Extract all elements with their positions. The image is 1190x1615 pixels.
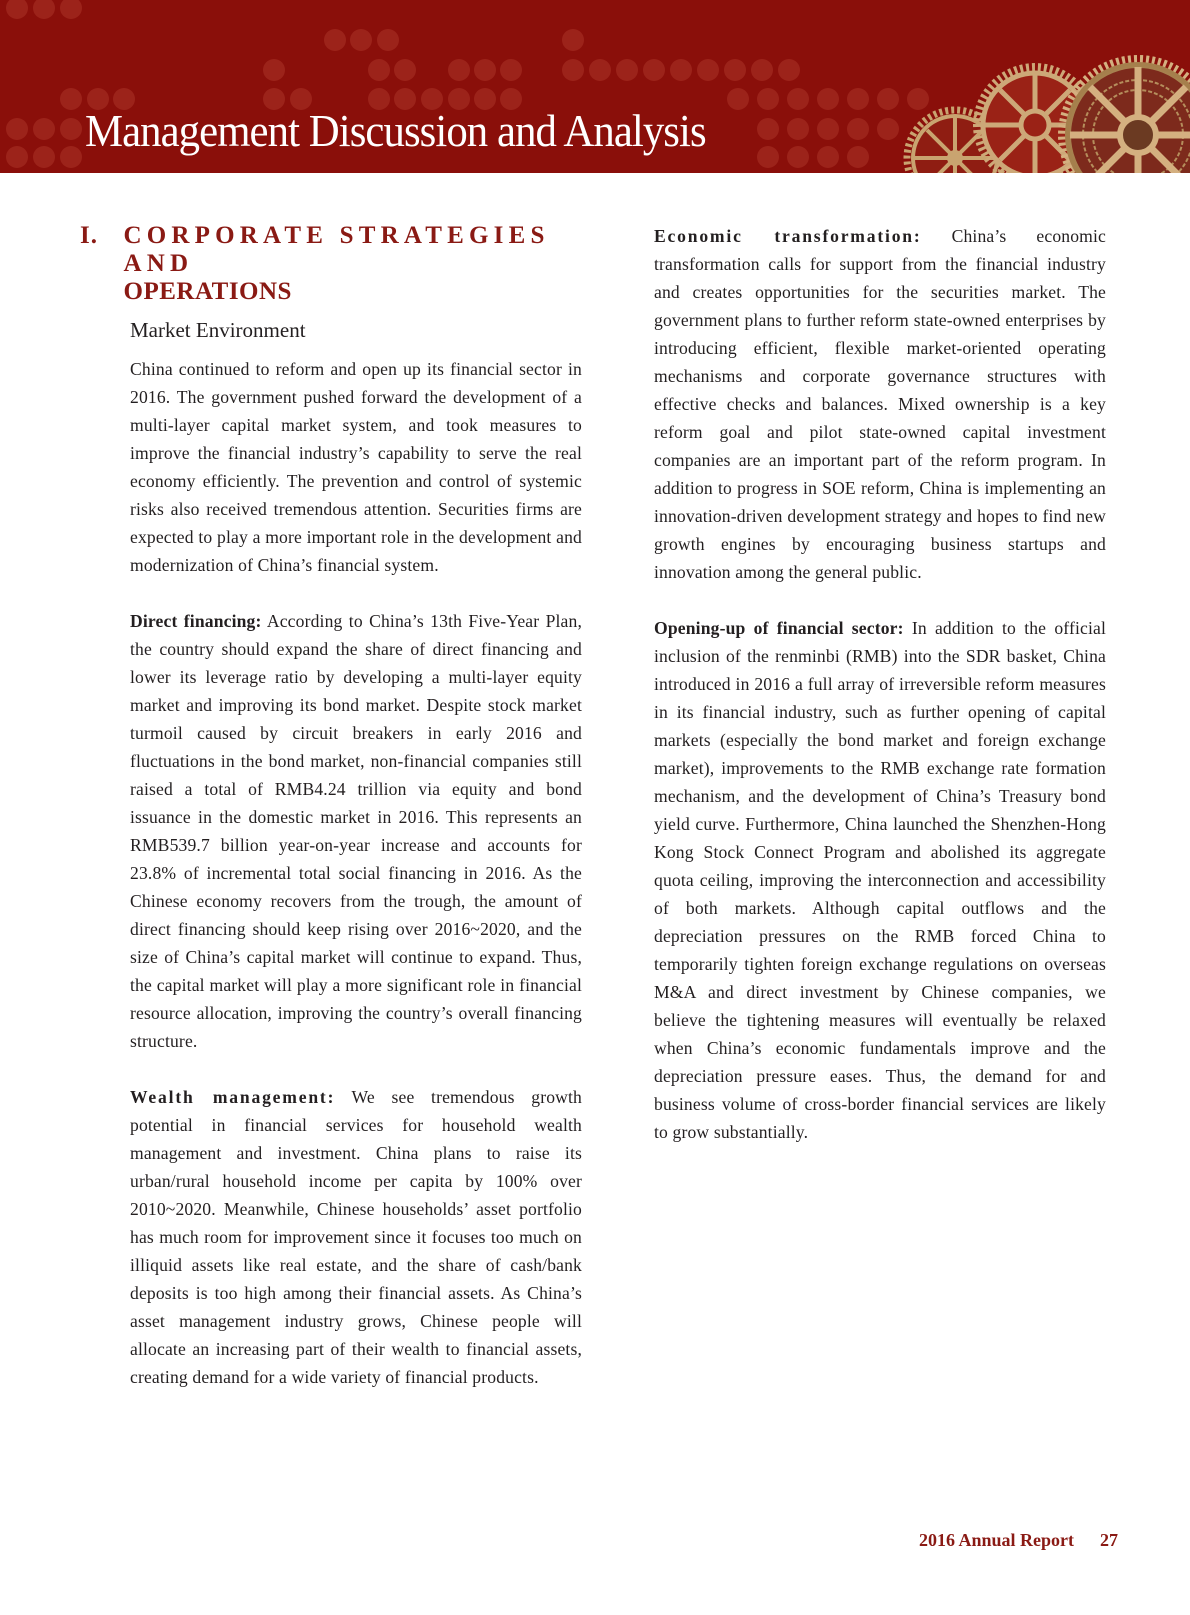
direct-financing-text: According to China’s 13th Five-Year Plan, the country should expand the share of direct financing and lower its leverage ratio by developing a multi-layer equity market and improving its bond market. Despite stock market turmoil caused by circuit breakers in early 2016 and fluctuations in the bond market, non-financial companies still raised a total of RMB4.24 trillion via equity and bond issuance in the domestic market in 2016. This represents an RMB539.7 billion year-on-year increase and accounts for 23.8% of incremental total social financing in 2016. As the Chinese economy recovers from the trough, the amount of direct financing should keep rising over 2016~2020, and the size of China’s capital market will continue to expand. Thus, the capital market will play a more significant role in financial resource allocation, improving the country’s overall financing structure. xyxy=(130,611,583,1051)
section-title-line1: CORPORATE STRATEGIES AND xyxy=(123,222,550,277)
report-label: 2016 Annual Report xyxy=(918,1530,1074,1550)
right-column xyxy=(654,222,1106,1146)
direct-financing-lead: Direct financing: xyxy=(130,611,262,631)
subsection-heading: Market Environment xyxy=(130,318,306,342)
section-number: I. xyxy=(80,222,98,249)
page-title: Management Discussion and Analysis xyxy=(85,105,706,156)
section-heading xyxy=(80,222,582,306)
section-title xyxy=(124,222,583,306)
intro-paragraph: China continued to reform and open up its financial sector in 2016. The government pushed forward the development of a multi-layer capital market system, and took measures to improve the financial industry’s capability to serve the real economy efficiently. The prevention and control of systemic risks also received tremendous attention. Securities firms are expected to play a more important role in the development and modernization of China’s financial system. xyxy=(130,359,582,575)
opening-up-text: In addition to the official inclusion of the renminbi (RMB) into the SDR basket, China introduced in 2016 a full array of irreversible reform measures in its financial industry, such as further opening of capital markets (especially the bond market and foreign exchange market), improvements to the RMB exchange rate formation mechanism, and the development of China’s Treasury bond yield curve. Furthermore, China launched the Shenzhen-Hong Kong Stock Connect Program and abolished its aggregate quota ceiling, improving the interconnection and accessibility of both markets. Although capital outflows and the depreciation pressures on the RMB forced China to temporarily tighten foreign exchange regulations on overseas M&A and direct investment by Chinese companies, we believe the tightening measures will eventually be relaxed when China’s economic fundamentals improve and the depreciation pressure eases. Thus, the demand for and business volume of cross-border financial services are likely to grow substantially. xyxy=(654,618,1106,1142)
gears-icon xyxy=(900,40,1190,173)
wealth-management-lead: Wealth management: xyxy=(130,1087,336,1107)
section-title-line2: OPERATIONS xyxy=(123,278,292,305)
header-banner xyxy=(0,0,1190,173)
page-number: 27 xyxy=(1100,1530,1118,1550)
wealth-management-text: We see tremendous growth potential in financial services for household wealth management and investment. China plans to raise its urban/rural household income per capita by 100% over 2010~2020. Meanwhile, Chinese households’ asset portfolio has much room for improvement since it focuses too much on illiquid assets like real estate, and the share of cash/bank deposits is too high among their financial assets. As China’s asset management industry grows, Chinese people will allocate an increasing part of their wealth to financial assets, creating demand for a wide variety of financial products. xyxy=(130,1087,582,1387)
economic-transformation-text: China’s economic transformation calls for support from the financial industry and creates opportunities for the securities market. The government plans to further reform state-owned enterprises by introducing efficient, flexible market-oriented operating mechanisms and corporate governance structures with effective checks and balances. Mixed ownership is a key reform goal and pilot state-owned capital investment companies are an important part of the reform program. In addition to progress in SOE reform, China is implementing an innovation-driven development strategy and hopes to find new growth engines by encouraging business startups and innovation among the general public. xyxy=(654,226,1107,582)
economic-transformation-paragraph xyxy=(654,222,1106,586)
economic-transformation-lead: Economic transformation: xyxy=(654,226,922,246)
direct-financing-paragraph xyxy=(130,607,582,1055)
wealth-management-paragraph xyxy=(130,1083,582,1391)
left-column xyxy=(80,222,582,1391)
page-footer xyxy=(919,1530,1118,1551)
opening-up-paragraph xyxy=(654,614,1106,1146)
opening-up-lead: Opening-up of financial sector: xyxy=(654,618,904,638)
